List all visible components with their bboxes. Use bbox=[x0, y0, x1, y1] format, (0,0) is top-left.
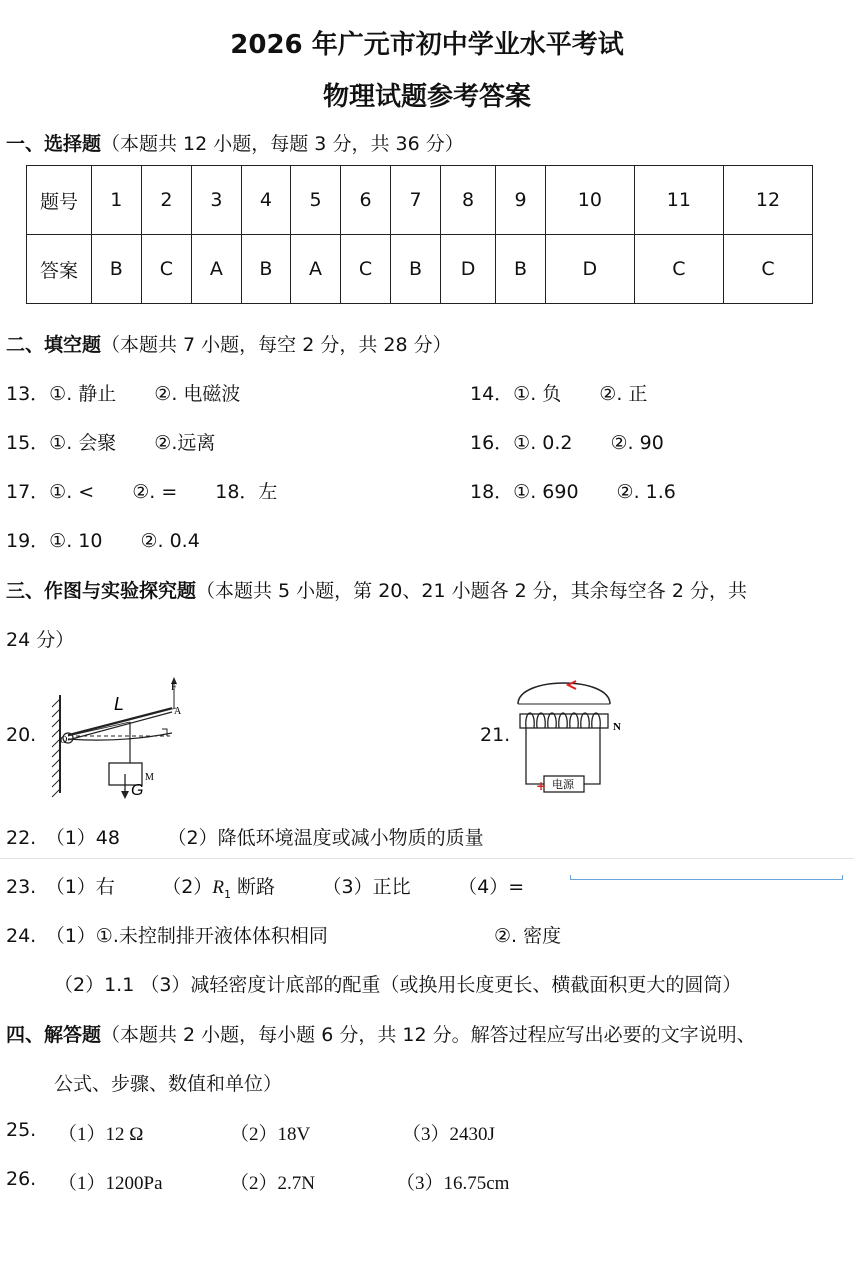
answer-q25-b: （2）18V bbox=[230, 1124, 311, 1145]
answer-q23-part-a: 23. （1）右 （2） bbox=[6, 876, 213, 898]
answer-q24-part1: 24. （1）①.未控制排开液体体积相同 bbox=[6, 925, 328, 947]
section-2-heading bbox=[6, 330, 452, 357]
question-number-cell: 11 bbox=[634, 166, 723, 235]
question-number-cell: 6 bbox=[340, 166, 390, 235]
section-4-note-cont: 公式、步骤、数值和单位） bbox=[54, 1073, 283, 1095]
faint-divider bbox=[0, 858, 854, 859]
question-number-cell: 3 bbox=[192, 166, 241, 235]
label-power: 电源 bbox=[552, 778, 574, 791]
section-2-note: （本题共 7 小题，每空 2 分，共 28 分） bbox=[101, 334, 452, 356]
section-1-note: （本题共 12 小题，每题 3 分，共 36 分） bbox=[101, 133, 464, 155]
question-number-cell: 8 bbox=[440, 166, 495, 235]
answer-cell: B bbox=[391, 235, 441, 304]
label-l: L bbox=[114, 694, 125, 714]
answer-q24-part3: （2）1.1 （3）减轻密度计底部的配重（或换用长度更长、横截面积更大的圆筒） bbox=[54, 974, 742, 996]
answer-q24-part2: ②. 密度 bbox=[494, 925, 562, 947]
question-number-cell: 5 bbox=[291, 166, 340, 235]
section-2-title: 二、填空题 bbox=[6, 334, 102, 356]
answer-q23-part-b: 断路 （3）正比 （4）= bbox=[231, 876, 525, 898]
answer-table-number-row bbox=[27, 166, 813, 235]
answer-q19: 19．①. 10 ②. 0.4 bbox=[6, 530, 200, 552]
answer-q15: 15．①. 会聚 ②.远离 bbox=[6, 432, 216, 454]
answer-q18: 18．①. 690 ②. 1.6 bbox=[470, 481, 676, 503]
label-a: A bbox=[174, 706, 182, 717]
section-1-title: 一、选择题 bbox=[6, 133, 102, 155]
answer-q25-number: 25. bbox=[6, 1119, 37, 1141]
section-4-heading bbox=[6, 1020, 756, 1047]
page-subtitle: 物理试题参考答案 bbox=[322, 82, 531, 112]
section-3-note: （本题共 5 小题，第 20、21 小题各 2 分，其余每空各 2 分，共 bbox=[196, 580, 747, 602]
label-m: M bbox=[145, 772, 154, 783]
input-underline-box bbox=[570, 875, 843, 880]
answer-cell: C bbox=[723, 235, 812, 304]
answer-cell: B bbox=[92, 235, 142, 304]
lever-diagram bbox=[46, 675, 196, 800]
answer-q17: 17．①. < ②. = 18．左 bbox=[6, 481, 278, 503]
label-o: O bbox=[60, 735, 68, 746]
figure-21-number: 21. bbox=[480, 724, 511, 746]
section-4-note: （本题共 2 小题，每小题 6 分，共 12 分。解答过程应写出必要的文字说明、 bbox=[101, 1024, 756, 1046]
answer-table-answer-row bbox=[27, 235, 813, 304]
section-3-note-cont: 24 分） bbox=[6, 629, 75, 651]
answer-row-label: 答案 bbox=[27, 235, 92, 304]
answer-q23 bbox=[6, 872, 524, 901]
answer-cell: A bbox=[192, 235, 241, 304]
number-row-label: 题号 bbox=[27, 166, 92, 235]
answer-cell: B bbox=[496, 235, 546, 304]
question-number-cell: 9 bbox=[496, 166, 546, 235]
answer-cell: B bbox=[241, 235, 291, 304]
question-number-cell: 4 bbox=[241, 166, 291, 235]
question-number-cell: 10 bbox=[545, 166, 634, 235]
section-3-title: 三、作图与实验探究题 bbox=[6, 580, 197, 602]
answer-q26-c: （3）16.75cm bbox=[396, 1173, 510, 1194]
answer-cell: D bbox=[545, 235, 634, 304]
r1-subscript: 1 bbox=[224, 887, 232, 901]
label-g: G bbox=[131, 782, 144, 799]
answer-cell: D bbox=[440, 235, 495, 304]
answer-cell: C bbox=[634, 235, 723, 304]
r1-symbol: R bbox=[212, 877, 225, 898]
answer-cell: C bbox=[340, 235, 390, 304]
answer-q26-number: 26. bbox=[6, 1168, 37, 1190]
answer-q14: 14．①. 负 ②. 正 bbox=[470, 383, 648, 405]
question-number-cell: 12 bbox=[723, 166, 812, 235]
label-f: F bbox=[171, 682, 177, 693]
answer-q13: 13．①. 静止 ②. 电磁波 bbox=[6, 383, 241, 405]
answer-cell: A bbox=[291, 235, 340, 304]
section-3-heading bbox=[6, 576, 747, 603]
section-1-heading bbox=[6, 129, 464, 156]
electromagnet-diagram bbox=[510, 672, 645, 797]
answer-cell: C bbox=[141, 235, 191, 304]
question-number-cell: 7 bbox=[391, 166, 441, 235]
section-4-title: 四、解答题 bbox=[6, 1024, 102, 1046]
answer-q25-a: （1）12 Ω bbox=[58, 1124, 144, 1145]
figure-20-number: 20. bbox=[6, 724, 37, 746]
answer-table bbox=[26, 165, 813, 304]
answer-q22: 22. （1）48 （2）降低环境温度或减小物质的质量 bbox=[6, 827, 484, 849]
label-n: N bbox=[613, 721, 621, 733]
label-plus: + bbox=[536, 779, 547, 793]
question-number-cell: 2 bbox=[141, 166, 191, 235]
answer-q26-b: （2）2.7N bbox=[230, 1173, 315, 1194]
question-number-cell: 1 bbox=[92, 166, 142, 235]
page-title: 2026 年广元市初中学业水平考试 bbox=[230, 30, 624, 60]
answer-q26-a: （1）1200Pa bbox=[58, 1173, 163, 1194]
answer-q25-c: （3）2430J bbox=[402, 1124, 495, 1145]
answer-q16: 16．①. 0.2 ②. 90 bbox=[470, 432, 664, 454]
